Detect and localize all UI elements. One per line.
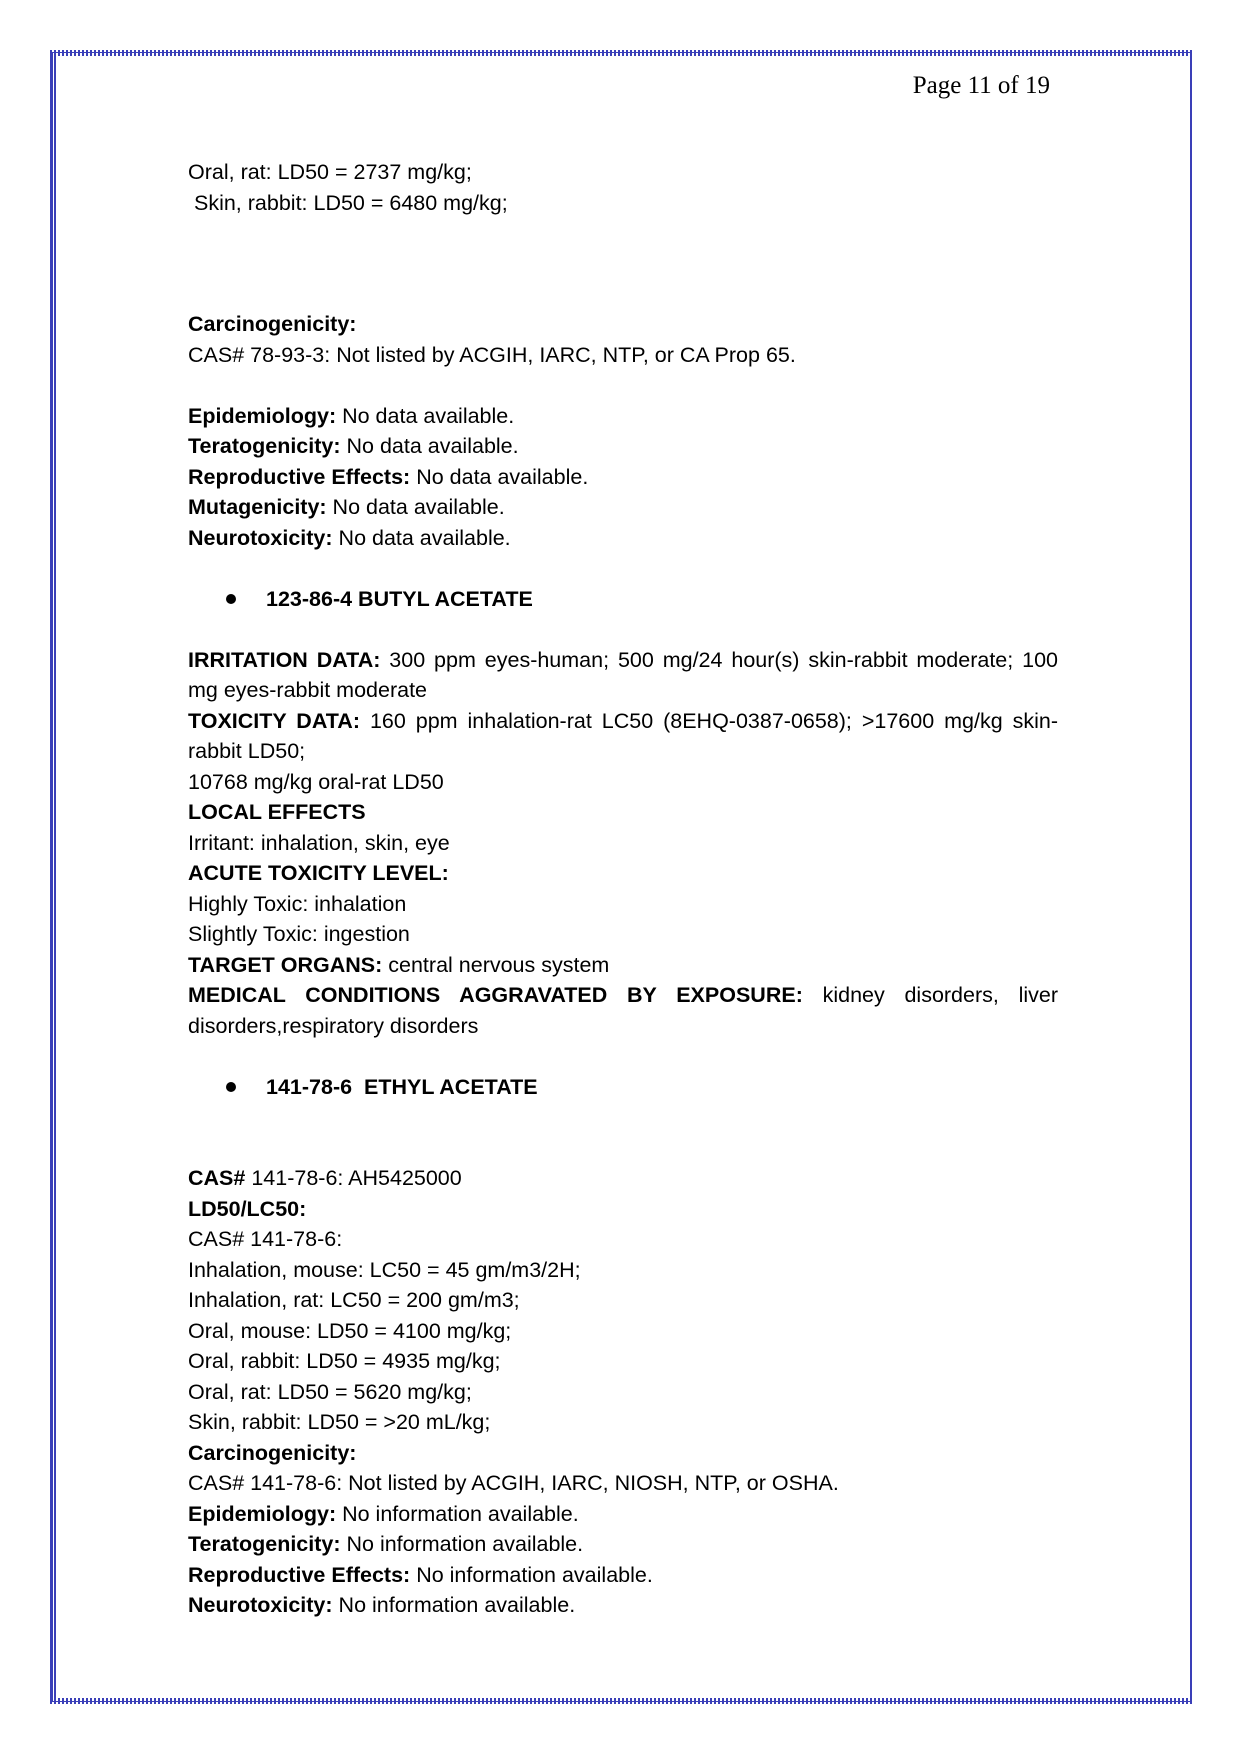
ld-line: Oral, rat: LD50 = 5620 mg/kg; <box>188 1379 472 1404</box>
ethyl-epidemiology-line: Epidemiology: No information available. <box>188 1501 579 1526</box>
page-number: Page 11 of 19 <box>912 72 1050 99</box>
toxicity-data: TOXICITY DATA: 160 ppm inhalation-rat LC50 (8EHQ-0387-0658); >17600 mg/kg skin-rabbit LD50; <box>188 708 1059 763</box>
reproductive-line: Reproductive Effects: No data available. <box>188 464 589 489</box>
ethyl-reproductive-line: Reproductive Effects: No information available. <box>188 1562 653 1587</box>
ld-line: Skin, rabbit: LD50 = >20 mL/kg; <box>188 1410 491 1434</box>
butyl-acetate-heading: 123-86-4 BUTYL ACETATE <box>188 584 1058 615</box>
neurotoxicity-line: Neurotoxicity: No data available. <box>188 525 511 550</box>
bullet-icon <box>226 1082 236 1092</box>
ethyl-teratogenicity-line: Teratogenicity: No information available. <box>188 1532 584 1556</box>
ethyl-acetate-heading: 141-78-6 ETHYL ACETATE <box>188 1072 1058 1103</box>
epidemiology-line: Epidemiology: No data available. <box>188 403 515 428</box>
acute-toxicity-heading: ACUTE TOXICITY LEVEL: <box>188 861 449 885</box>
target-organs-line: TARGET ORGANS: central nervous system <box>188 952 610 977</box>
cas-line: CAS# 141-78-6: AH5425000 <box>188 1166 462 1190</box>
skin-rabbit-line: Skin, rabbit: LD50 = 6480 mg/kg; <box>188 190 508 215</box>
ethyl-neurotoxicity-line: Neurotoxicity: No information available. <box>188 1593 576 1617</box>
ld-line: CAS# 141-78-6: <box>188 1227 343 1251</box>
bullet-icon <box>226 594 236 604</box>
ld-line: Oral, mouse: LD50 = 4100 mg/kg; <box>188 1318 512 1343</box>
local-effects-text: Irritant: inhalation, skin, eye <box>188 830 450 855</box>
ethyl-carcinogenicity-text: CAS# 141-78-6: Not listed by ACGIH, IARC, NIOSH, NTP, or OSHA. <box>188 1471 839 1495</box>
toxicity-line-2: 10768 mg/kg oral-rat LD50 <box>188 769 444 794</box>
ld-line: Inhalation, rat: LC50 = 200 gm/m3; <box>188 1288 520 1312</box>
medical-conditions: MEDICAL CONDITIONS AGGRAVATED BY EXPOSURE: kidney disorders, liver disorders,respiratory disorders <box>188 983 1059 1038</box>
ethyl-carcinogenicity-heading: Carcinogenicity: <box>188 1440 357 1465</box>
acute-line-2: Slightly Toxic: ingestion <box>188 922 410 946</box>
ld-line: Oral, rabbit: LD50 = 4935 mg/kg; <box>188 1349 501 1373</box>
ld50-heading: LD50/LC50: <box>188 1196 307 1221</box>
document-body <box>188 157 1058 1621</box>
oral-rat-line: Oral, rat: LD50 = 2737 mg/kg; <box>188 160 472 184</box>
irritation-data: IRRITATION DATA: 300 ppm eyes-human; 500 mg/24 hour(s) skin-rabbit moderate; 100 mg eyes-rabbit moderate <box>188 647 1058 702</box>
local-effects-heading: LOCAL EFFECTS <box>188 800 366 824</box>
teratogenicity-line: Teratogenicity: No data available. <box>188 434 519 458</box>
mutagenicity-line: Mutagenicity: No data available. <box>188 495 505 519</box>
carcinogenicity-heading: Carcinogenicity: <box>188 312 357 336</box>
acute-line-1: Highly Toxic: inhalation <box>188 891 407 916</box>
carcinogenicity-text: CAS# 78-93-3: Not listed by ACGIH, IARC, NTP, or CA Prop 65. <box>188 342 796 367</box>
ld-line: Inhalation, mouse: LC50 = 45 gm/m3/2H; <box>188 1257 581 1282</box>
